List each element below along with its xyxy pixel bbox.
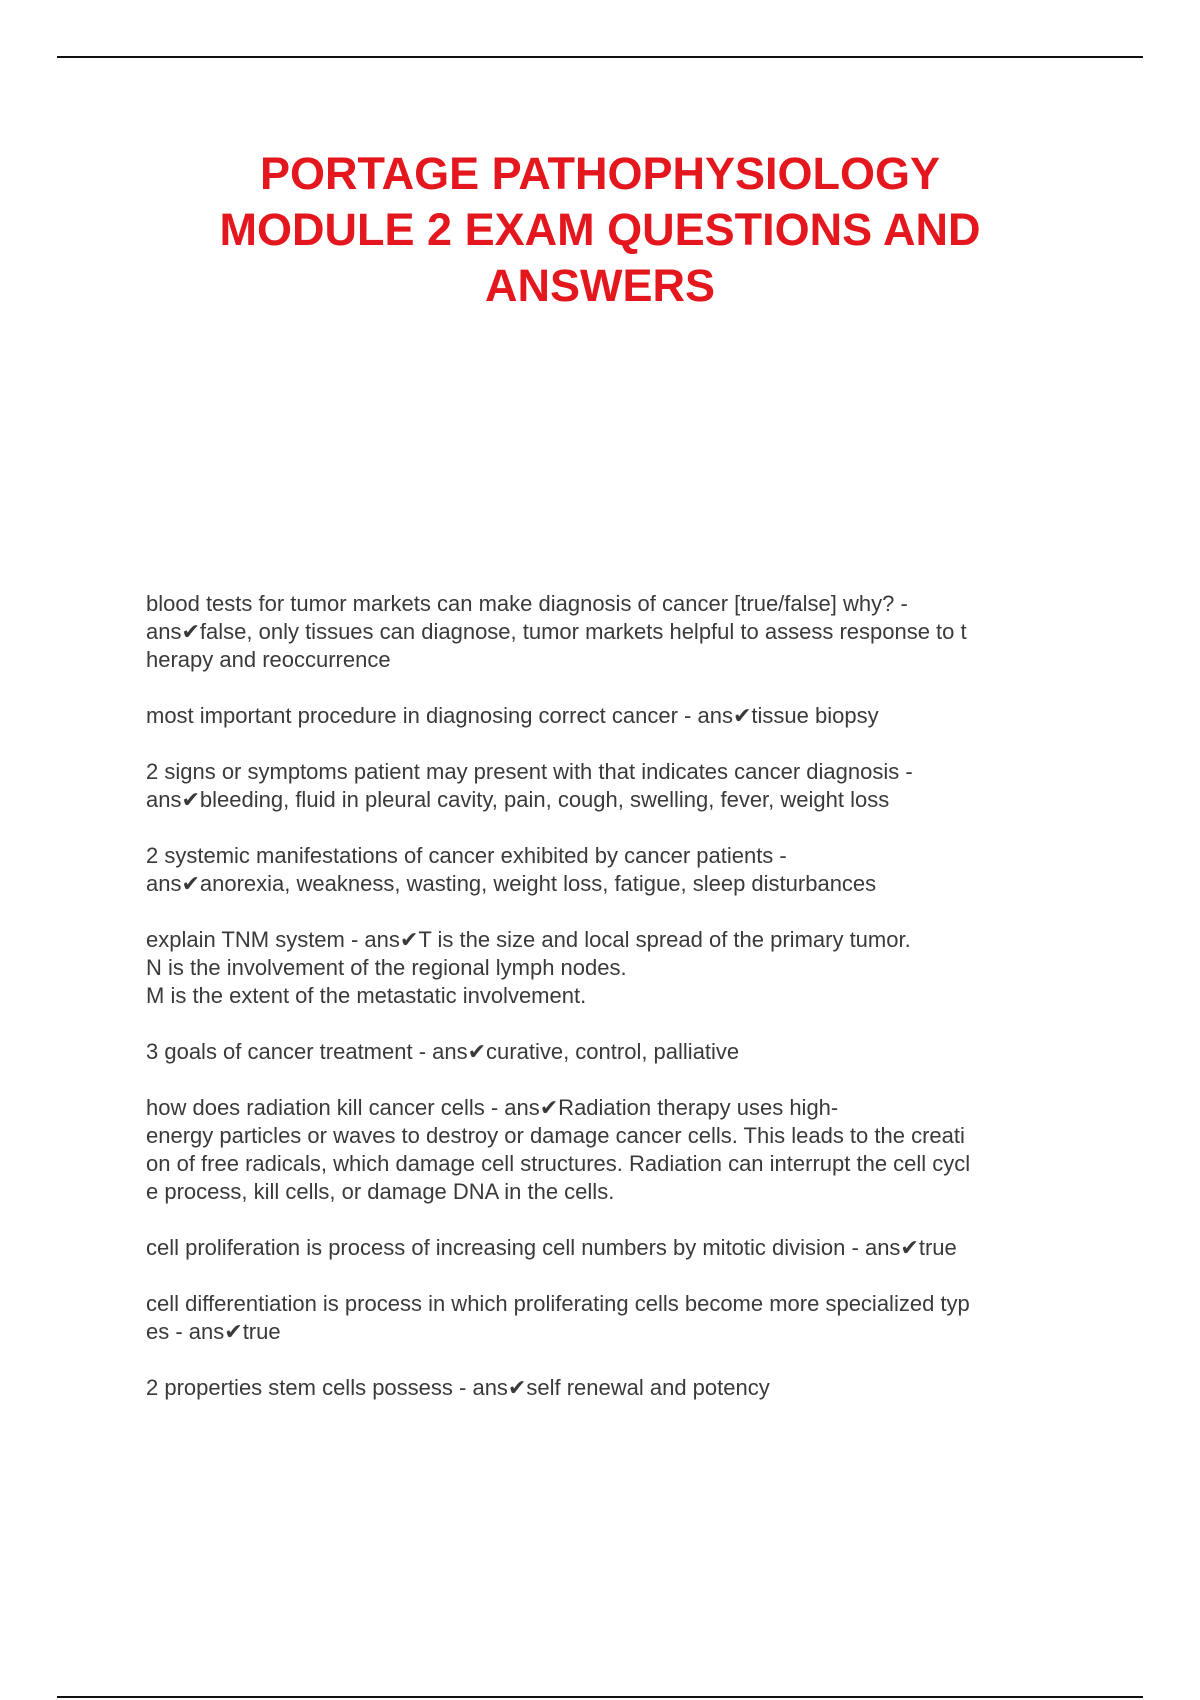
qa-line: 3 goals of cancer treatment - ans✔curative, control, palliative bbox=[146, 1039, 740, 1064]
qa-item bbox=[146, 1038, 1086, 1066]
qa-line: blood tests for tumor markets can make diagnosis of cancer [true/false] why? - bbox=[146, 591, 908, 616]
qa-line: ans✔bleeding, fluid in pleural cavity, pain, cough, swelling, fever, weight loss bbox=[146, 787, 890, 812]
qa-item bbox=[146, 926, 1086, 1010]
qa-item bbox=[146, 1094, 1086, 1206]
qa-item bbox=[146, 758, 1086, 814]
qa-line: 2 signs or symptoms patient may present with that indicates cancer diagnosis - bbox=[146, 759, 913, 784]
title-line: ANSWERS bbox=[484, 260, 715, 311]
document-title bbox=[100, 146, 1100, 314]
bottom-rule bbox=[57, 1696, 1143, 1698]
qa-line: 2 systemic manifestations of cancer exhibited by cancer patients - bbox=[146, 843, 787, 868]
qa-item bbox=[146, 702, 1086, 730]
qa-line: on of free radicals, which damage cell structures. Radiation can interrupt the cell cycl bbox=[146, 1151, 971, 1176]
qa-item bbox=[146, 1290, 1086, 1346]
top-rule bbox=[57, 56, 1143, 58]
qa-item bbox=[146, 1234, 1086, 1262]
qa-line: ans✔false, only tissues can diagnose, tumor markets helpful to assess response to t bbox=[146, 619, 967, 644]
qa-line: cell differentiation is process in which proliferating cells become more specialized typ bbox=[146, 1291, 970, 1316]
qa-line: most important procedure in diagnosing correct cancer - ans✔tissue biopsy bbox=[146, 703, 879, 728]
qa-item bbox=[146, 842, 1086, 898]
qa-line: N is the involvement of the regional lymph nodes. bbox=[146, 955, 627, 980]
qa-line: e process, kill cells, or damage DNA in the cells. bbox=[146, 1179, 615, 1204]
qa-line: M is the extent of the metastatic involvement. bbox=[146, 983, 587, 1008]
qa-line: energy particles or waves to destroy or damage cancer cells. This leads to the creati bbox=[146, 1123, 965, 1148]
qa-line: cell proliferation is process of increasing cell numbers by mitotic division - ans✔true bbox=[146, 1235, 957, 1260]
qa-line: 2 properties stem cells possess - ans✔self renewal and potency bbox=[146, 1375, 770, 1400]
title-line: PORTAGE PATHOPHYSIOLOGY bbox=[259, 148, 941, 199]
qa-item bbox=[146, 1374, 1086, 1402]
qa-line: ans✔anorexia, weakness, wasting, weight loss, fatigue, sleep disturbances bbox=[146, 871, 877, 896]
qa-line: es - ans✔true bbox=[146, 1319, 281, 1344]
question-answer-list bbox=[146, 590, 1086, 1430]
title-line: MODULE 2 EXAM QUESTIONS AND bbox=[219, 204, 981, 255]
qa-line: explain TNM system - ans✔T is the size and local spread of the primary tumor. bbox=[146, 927, 911, 952]
qa-line: how does radiation kill cancer cells - ans✔Radiation therapy uses high- bbox=[146, 1095, 839, 1120]
qa-item bbox=[146, 590, 1086, 674]
qa-line: herapy and reoccurrence bbox=[146, 647, 391, 672]
